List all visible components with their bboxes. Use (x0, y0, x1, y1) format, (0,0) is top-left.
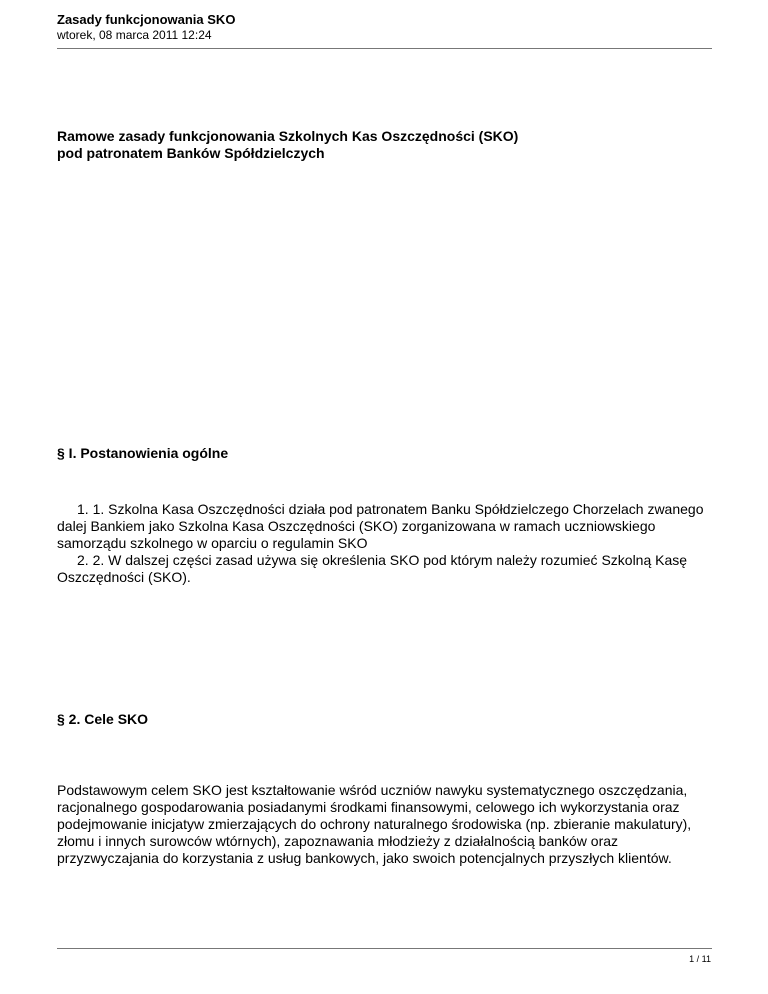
footer-divider (57, 948, 712, 949)
list-item (57, 552, 717, 586)
page-number: 1 / 11 (689, 954, 711, 964)
list-item-text: 1. Szkolna Kasa Oszczędności działa pod patronatem Banku Spółdzielczego Chorzelach zwanego dalej Bankiem jako Szkolna Kasa Oszczędności (SKO) zorganizowana w ramach uczniowskiego samorządu szkolnego w oparciu o regulamin SKO (57, 501, 704, 551)
section-2-paragraph: Podstawowym celem SKO jest kształtowanie wśród uczniów nawyku systematycznego oszczędzania, racjonalnego gospodarowania posiadanymi środkami finansowymi, celowego ich wykorzystania oraz podejmowanie inicjatyw zmierzających do ochrony naturalnego środowiska (np. zbieranie makulatury), złomu i innych surowców wtórnych), zapoznawania młodzieży z działalnością banków oraz przyzwyczajania do korzystania z usług bankowych, jako swoich potencjalnych przyszłych klientów. (57, 782, 692, 866)
header-title: Zasady funkcjonowania SKO (57, 12, 236, 27)
section-1-list (57, 501, 717, 586)
document-title (57, 128, 712, 162)
section-1-heading: § I. Postanowienia ogólne (57, 445, 229, 461)
document-title-line-2: pod patronatem Banków Spółdzielczych (57, 145, 325, 161)
header-date: wtorek, 08 marca 2011 12:24 (57, 28, 212, 42)
list-item (57, 501, 717, 552)
document-title-line-1: Ramowe zasady funkcjonowania Szkolnych Kas Oszczędności (SKO) (57, 128, 519, 144)
list-item-number: 1. (77, 501, 89, 517)
header-divider (57, 48, 712, 49)
list-item-text: 2. W dalszej części zasad używa się określenia SKO pod którym należy rozumieć Szkolną Kasę Oszczędności (SKO). (57, 552, 688, 585)
section-2-heading: § 2. Cele SKO (57, 711, 149, 727)
list-item-number: 2. (77, 552, 89, 568)
